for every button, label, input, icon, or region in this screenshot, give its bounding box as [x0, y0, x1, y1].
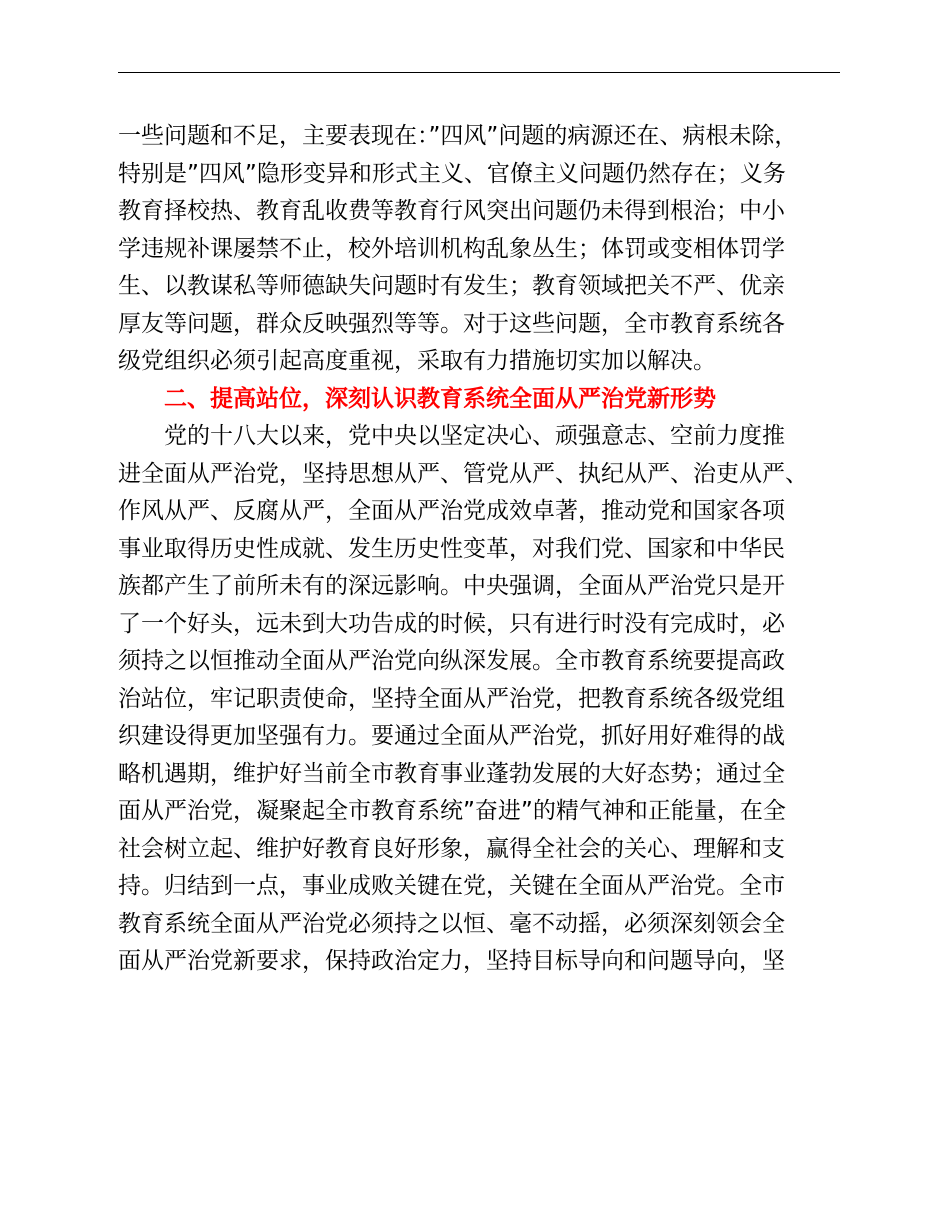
paragraph-line: 一些问题和不足，主要表现在：”四风”问题的病源还在、病根未除， [118, 123, 798, 149]
paragraph-line: 织建设得更加坚强有力。要通过全面从严治党，抓好用好难得的战 [118, 723, 785, 749]
paragraph-line: 须持之以恒推动全面从严治党向纵深发展。全市教育系统要提高政 [118, 648, 785, 674]
paragraph-line: 社会树立起、维护好教育良好形象，赢得全社会的关心、理解和支 [118, 835, 785, 862]
header-rule [118, 72, 840, 73]
paragraph-line: 事业取得历史性成就、发生历史性变革，对我们党、国家和中华民 [118, 535, 785, 562]
paragraph-line: 厚友等问题，群众反映强烈等等。对于这些问题，全市教育系统各 [118, 310, 785, 337]
paragraph-line: 治站位，牢记职责使命，坚持全面从严治党，把教育系统各级党组 [118, 685, 785, 712]
paragraph-line: 面从严治党，凝聚起全市教育系统”奋进”的精气神和正能量，在全 [118, 798, 786, 824]
paragraph-line: 特别是”四风”隐形变异和形式主义、官僚主义问题仍然存在；义务 [118, 160, 786, 187]
paragraph-line: 教育择校热、教育乱收费等教育行风突出问题仍未得到根治；中小 [118, 198, 785, 224]
paragraph-line: 略机遇期，维护好当前全市教育事业蓬勃发展的大好态势；通过全 [118, 760, 785, 787]
paragraph-line: 作风从严、反腐从严，全面从严治党成效卓著，推动党和国家各项 [118, 498, 785, 524]
section-heading: 二、提高站位，深刻认识教育系统全面从严治党新形势 [164, 385, 716, 412]
body-text [118, 118, 878, 981]
paragraph-line: 持。归结到一点，事业成败关键在党，关键在全面从严治党。全市 [118, 873, 785, 899]
paragraph-line: 了一个好头，远未到大功告成的时候，只有进行时没有完成时，必 [118, 610, 785, 637]
paragraph-line: 党的十八大以来，党中央以坚定决心、顽强意志、空前力度推 [164, 423, 785, 449]
paragraph-line: 级党组织必须引起高度重视，采取有力措施切实加以解决。 [118, 348, 716, 374]
paragraph-line: 面从严治党新要求，保持政治定力，坚持目标导向和问题导向，坚 [118, 948, 785, 974]
paragraph-line: 教育系统全面从严治党必须持之以恒、毫不动摇，必须深刻领会全 [118, 910, 785, 937]
paragraph-line: 进全面从严治党，坚持思想从严、管党从严、执纪从严、治吏从严、 [118, 460, 808, 487]
paragraph-line: 族都产生了前所未有的深远影响。中央强调，全面从严治党只是开 [118, 573, 785, 599]
paragraph-line: 学违规补课屡禁不止，校外培训机构乱象丛生；体罚或变相体罚学 [118, 235, 785, 262]
paragraph-line: 生、以教谋私等师德缺失问题时有发生；教育领域把关不严、优亲 [118, 273, 785, 299]
